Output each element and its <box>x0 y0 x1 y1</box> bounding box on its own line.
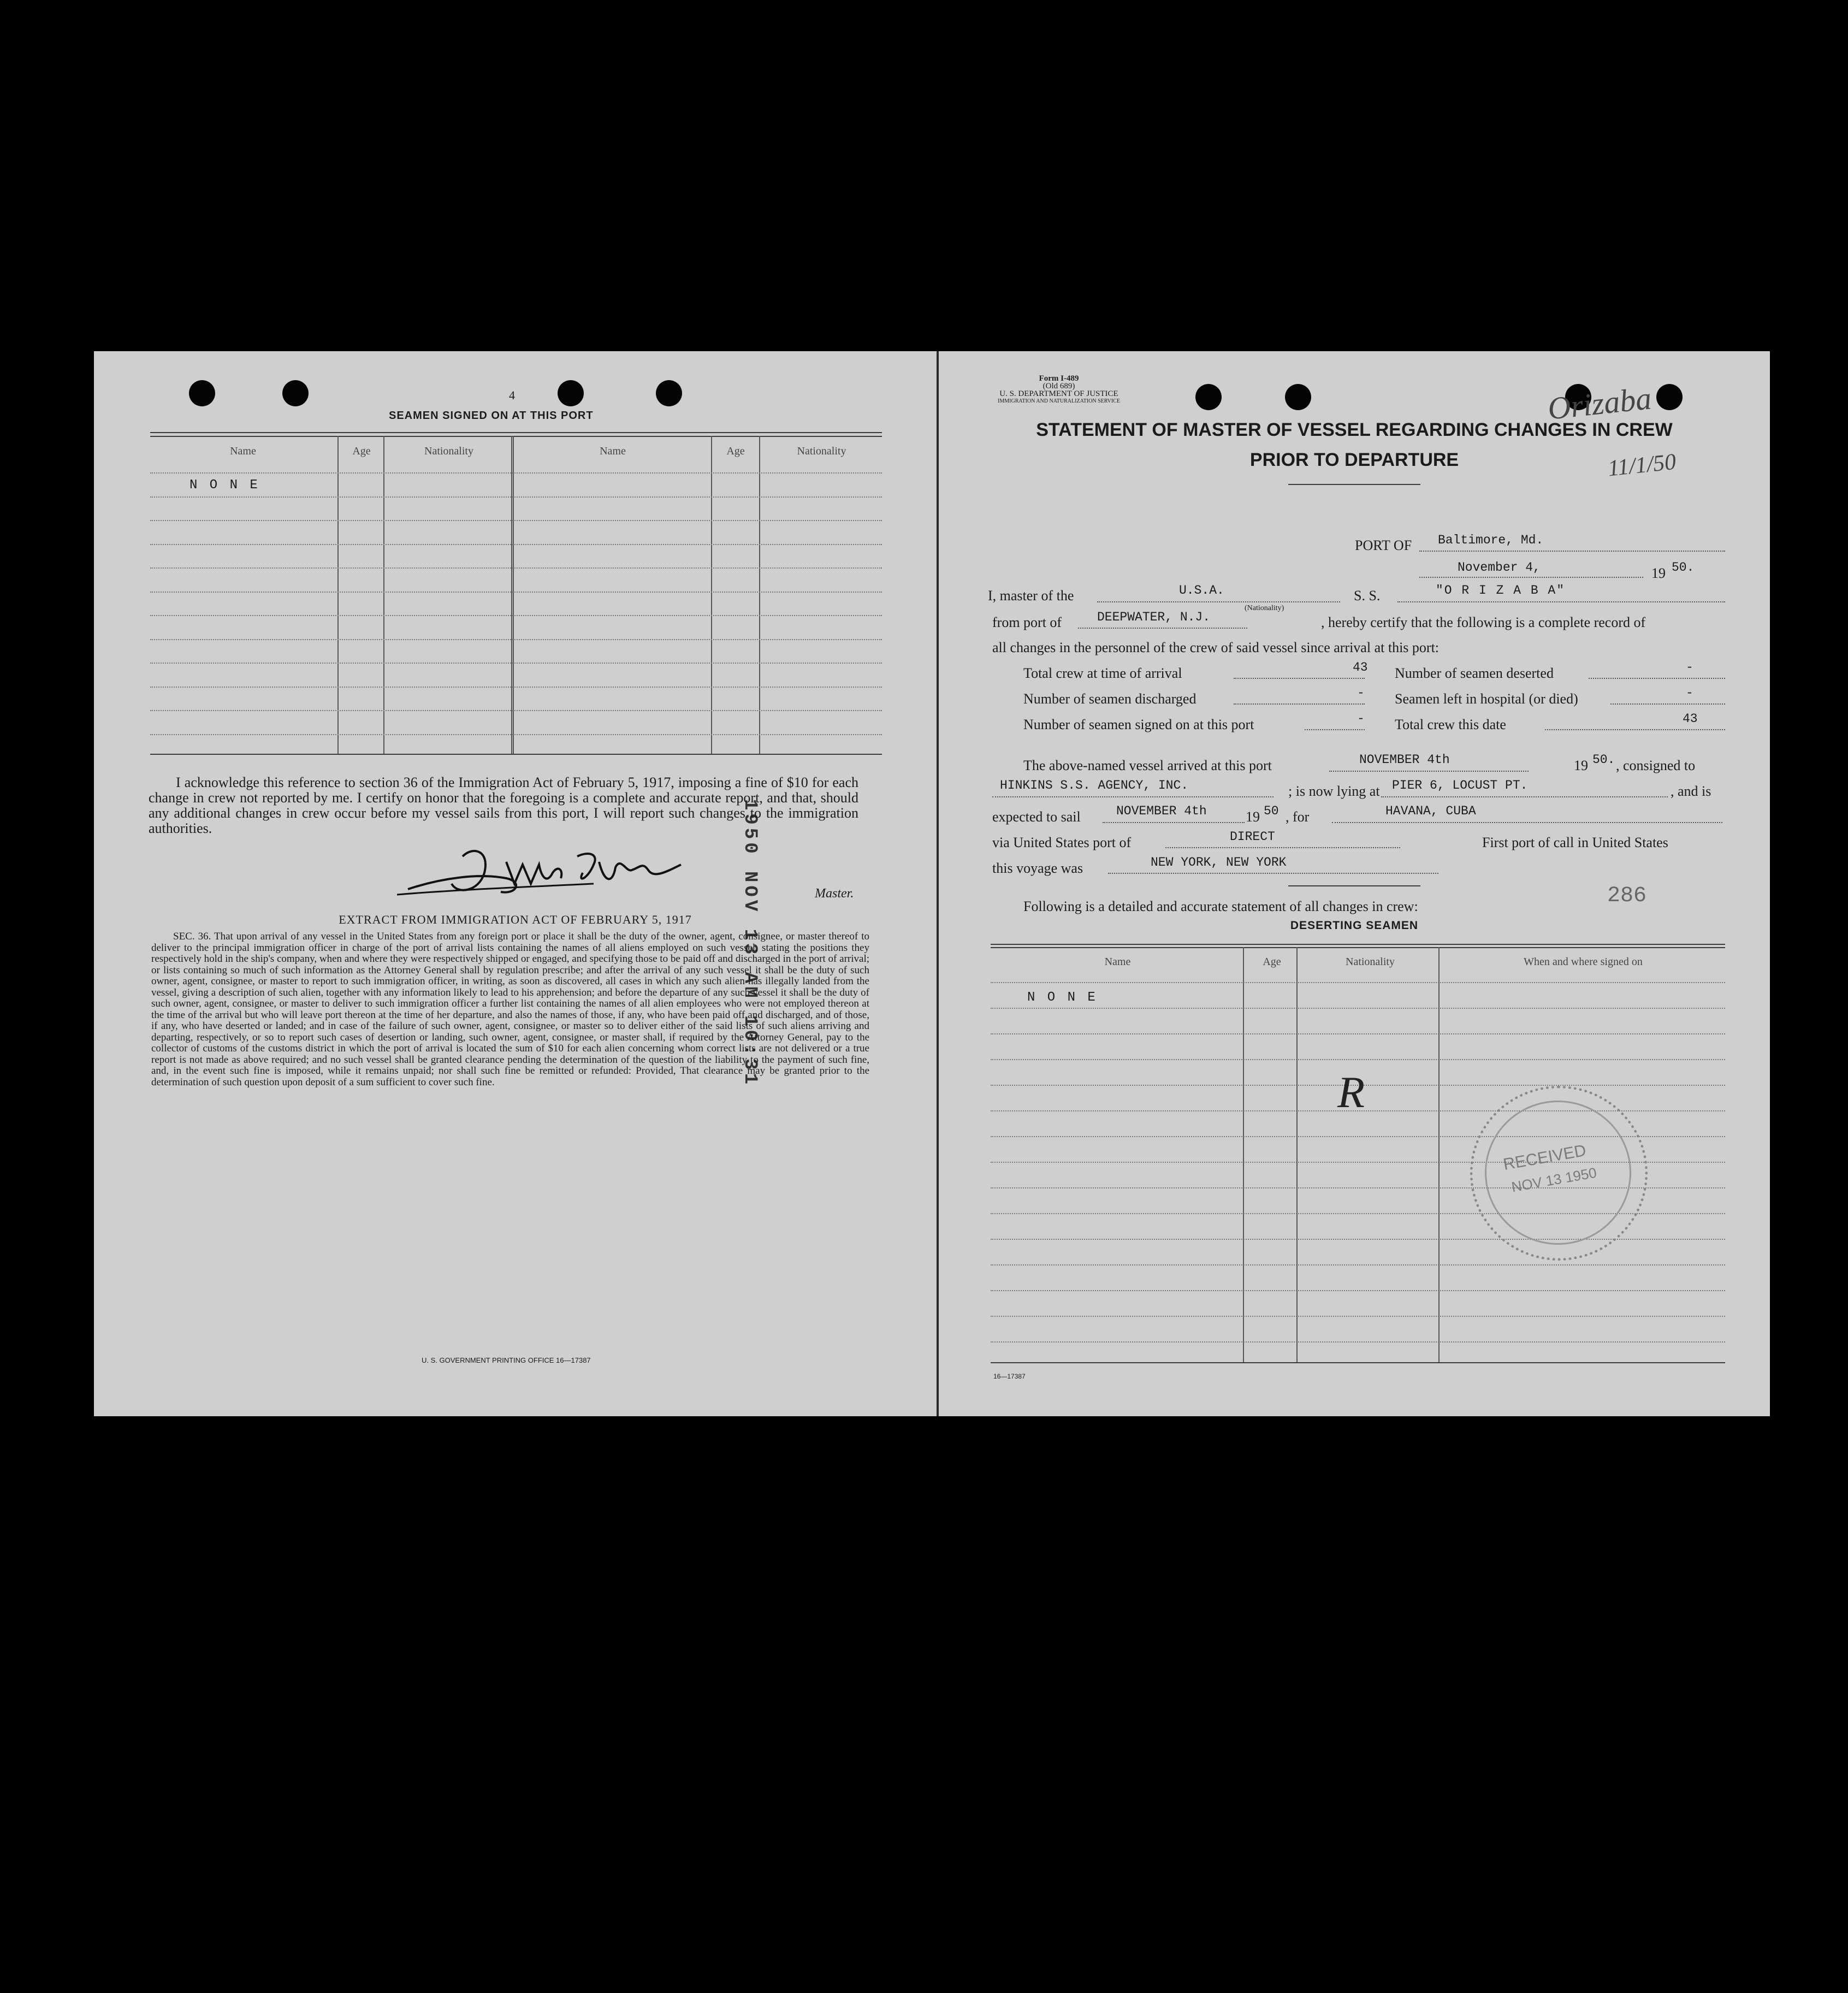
arrived-year-typed: 50. <box>1592 753 1615 767</box>
column-header: Name <box>1104 956 1131 968</box>
and-is-label: , and is <box>1671 783 1711 799</box>
date-year-typed: 50. <box>1672 560 1695 575</box>
department-name: U. S. DEPARTMENT OF JUSTICE <box>999 389 1118 398</box>
arrived-date: NOVEMBER 4th <box>1359 753 1450 767</box>
first-port-label: First port of call in United States <box>1482 835 1668 850</box>
table-row-line <box>991 1033 1725 1034</box>
deserting-seamen-title: DESERTING SEAMEN <box>1290 919 1419 932</box>
column-header: Nationality <box>1346 956 1395 968</box>
via-value: DIRECT <box>1230 830 1275 844</box>
column-header: Nationality <box>424 445 473 457</box>
table-row-line <box>150 592 882 593</box>
printer-line: U. S. GOVERNMENT PRINTING OFFICE 16—17387 <box>422 1356 591 1364</box>
seamen-discharged-label: Number of seamen discharged <box>1023 691 1197 707</box>
seamen-hospital-value: - <box>1686 686 1693 700</box>
destination: HAVANA, CUBA <box>1385 804 1476 818</box>
table-row-line <box>991 1264 1725 1265</box>
for-label: , for <box>1286 809 1310 825</box>
table-row-line <box>150 734 882 735</box>
section-title: SEAMEN SIGNED ON AT THIS PORT <box>389 410 594 422</box>
extract-text: SEC. 36. That upon arrival of any vessel in the United States from any foreign port or place it shall be the duty of the owner, agent, consignee, or master thereof to deliver to the principal immigration officer in charge of the port of arrival lists containing the names of all aliens employed on such vessel, stating the positions they respectively hold in the ship's company, when and where they were respectively shipped or engaged, and specifying those to be paid off and discharged in the port of arrival; or lists containing so much of such information as the Attorney General shall by regulation prescribe; and after the arrival of any such vessel it shall be the duty of such owner, agent, consignee, or master to report to such immigration officer, in writing, as soon as discovered, all cases in which any such alien has illegally landed from the vessel, giving a description of such alien, together with any information likely to lead to his apprehension; and before the departure of any such vessel it shall be the duty of such owner, agent, consignee, or master to deliver to such immigration officer a further list containing the names of all alien employees who were not employed thereon at the time of the arrival but who will leave port thereon at the time of her departure, and also the names of those, if any, who have been paid off and discharged, and of those, if any, who have deserted or landed; and in case of the failure of such owner, agent, consignee, or master so to deliver either of the said lists of such aliens arriving and departing, respectively, or so to report such cases of desertion or landing, such owner, agent, consignee, or master shall, if required by the Attorney General, pay to the collector of customs of the customs district in which the port of arrival is located the sum of $10 for each alien concerning whom correct lists are not delivered or a true report is not made as above required; and no such vessel shall be granted clearance pending the determination of the question of the liability to the payment of such fine, and, in the event such fine is imposed, while it remains unpaid; nor shall such fine be remitted or refunded: Provided, That clearance may be granted prior to the determination of such question upon deposit of a sum sufficient to cover such fine. <box>151 931 869 1088</box>
table-row-line <box>991 1341 1725 1343</box>
punch-hole <box>558 380 584 406</box>
table-row-line <box>150 544 882 545</box>
page-number: 4 <box>509 388 515 402</box>
nationality-caption: (Nationality) <box>1245 604 1284 612</box>
seamen-discharged-value: - <box>1357 686 1365 700</box>
extract-title: EXTRACT FROM IMMIGRATION ACT OF FEBRUARY 5, 1917 <box>339 913 692 926</box>
table-row-line <box>991 1316 1725 1317</box>
following-label: Following is a detailed and accurate statement of all changes in crew: <box>1023 898 1418 914</box>
received-stamp-text: RECEIVED <box>1502 1141 1588 1174</box>
seamen-hospital-label: Seamen left in hospital (or died) <box>1395 691 1578 707</box>
from-port-value: DEEPWATER, N.J. <box>1097 610 1211 624</box>
date-value: November 4, <box>1458 560 1541 575</box>
left-page <box>94 351 937 1416</box>
form-identifier <box>991 375 1127 405</box>
form-number: Form I-489 <box>1039 374 1079 383</box>
port-value: Baltimore, Md. <box>1438 533 1544 547</box>
ss-label: S. S. <box>1354 588 1381 604</box>
certify-text-continued: all changes in the personnel of the crew of said vessel since arrival at this port: <box>992 640 1440 655</box>
service-name: IMMIGRATION AND NATURALIZATION SERVICE <box>998 398 1120 404</box>
date-year-printed: 19 <box>1651 565 1666 581</box>
total-crew-arrival-label: Total crew at time of arrival <box>1023 665 1182 681</box>
received-stamp-date: NOV 13 1950 <box>1510 1164 1598 1196</box>
table-row-line <box>150 710 882 711</box>
arrived-year-printed: 19 <box>1574 758 1588 773</box>
master-label: Master. <box>815 886 854 901</box>
table-row-line <box>150 520 882 521</box>
initial-mark: R <box>1337 1067 1365 1117</box>
table-row-line <box>150 567 882 569</box>
table-row-line <box>150 496 882 498</box>
column-header: Nationality <box>797 445 846 457</box>
first-port-value: NEW YORK, NEW YORK <box>1151 855 1287 870</box>
total-crew-arrival-value: 43 <box>1353 660 1368 675</box>
received-stamp <box>1470 1086 1648 1261</box>
form-title-line2: PRIOR TO DEPARTURE <box>1249 450 1459 470</box>
sail-year-printed: 19 <box>1246 809 1260 825</box>
table-row-line <box>150 615 882 616</box>
acknowledgment-text: I acknowledge this reference to section 36 of the Immigration Act of February 5, 1917, imposing a fine of $10 for each change in crew not reported by me. I certify on honor that the foregoing is a complete and accurate report, and that, should any additional changes in crew occur before my vessel sails from this port, I will report such changes to the immigration authorities. <box>149 774 858 836</box>
sail-year-typed: 50 <box>1264 804 1279 818</box>
column-header: When and where signed on <box>1524 956 1643 968</box>
seamen-deserted-label: Number of seamen deserted <box>1395 665 1554 681</box>
form-code: 16—17387 <box>993 1373 1026 1380</box>
column-header: Age <box>352 445 371 457</box>
via-label: via United States port of <box>992 835 1132 850</box>
punch-hole <box>1285 384 1311 410</box>
table-entry-none: N O N E <box>189 478 260 493</box>
master-intro-label: I, master of the <box>988 588 1074 604</box>
sail-date: NOVEMBER 4th <box>1116 804 1207 818</box>
consignee: HINKINS S.S. AGENCY, INC. <box>1000 778 1189 793</box>
total-crew-date-label: Total crew this date <box>1395 717 1506 732</box>
punch-hole <box>1195 384 1222 410</box>
vessel-nationality: U.S.A. <box>1179 583 1224 598</box>
table-row-line <box>991 1290 1725 1291</box>
punch-hole <box>656 380 682 406</box>
column-header: Age <box>726 445 745 457</box>
this-voyage-label: this voyage was <box>992 860 1083 876</box>
vessel-name: "O R I Z A B A" <box>1436 583 1566 598</box>
lying-label: ; is now lying at <box>1288 783 1380 799</box>
sheet-number: 286 <box>1607 884 1647 908</box>
certify-text: , hereby certify that the following is a complete record of <box>1321 614 1646 630</box>
table-row-line <box>150 639 882 640</box>
column-header: Age <box>1263 956 1281 968</box>
column-header: Name <box>600 445 626 457</box>
seamen-deserted-value: - <box>1686 660 1693 675</box>
expected-sail-label: expected to sail <box>992 809 1081 825</box>
table-row-line <box>991 982 1725 983</box>
table-row-line <box>150 663 882 664</box>
port-label: PORT OF <box>1355 537 1412 553</box>
table-row-line <box>150 472 882 474</box>
table-row-line <box>991 1008 1725 1009</box>
lying-location: PIER 6, LOCUST PT. <box>1392 778 1528 793</box>
punch-hole <box>189 380 215 406</box>
from-port-label: from port of <box>992 614 1062 630</box>
table-entry-none: N O N E <box>1027 990 1098 1005</box>
column-header: Name <box>230 445 256 457</box>
right-page <box>939 351 1770 1416</box>
handwritten-date: 11/1/50 <box>1606 449 1678 482</box>
date-received-stamp: 1950 NOV 13 AM 10:31 <box>739 799 760 1088</box>
seamen-signed-on-label: Number of seamen signed on at this port <box>1023 717 1254 732</box>
form-title-line1: STATEMENT OF MASTER OF VESSEL REGARDING CHANGES IN CREW <box>1036 419 1673 440</box>
handwritten-vessel-name: Orizaba <box>1546 380 1654 427</box>
seamen-signed-on-value: - <box>1357 712 1365 726</box>
master-signature <box>397 840 703 906</box>
punch-hole <box>1656 384 1683 410</box>
table-row-line <box>150 687 882 688</box>
form-old-number: (Old 689) <box>1043 382 1075 391</box>
arrived-label: The above-named vessel arrived at this port <box>1023 758 1272 773</box>
punch-hole <box>282 380 309 406</box>
consigned-label: , consigned to <box>1616 758 1696 773</box>
table-row-line <box>991 1059 1725 1060</box>
total-crew-date-value: 43 <box>1683 712 1698 726</box>
